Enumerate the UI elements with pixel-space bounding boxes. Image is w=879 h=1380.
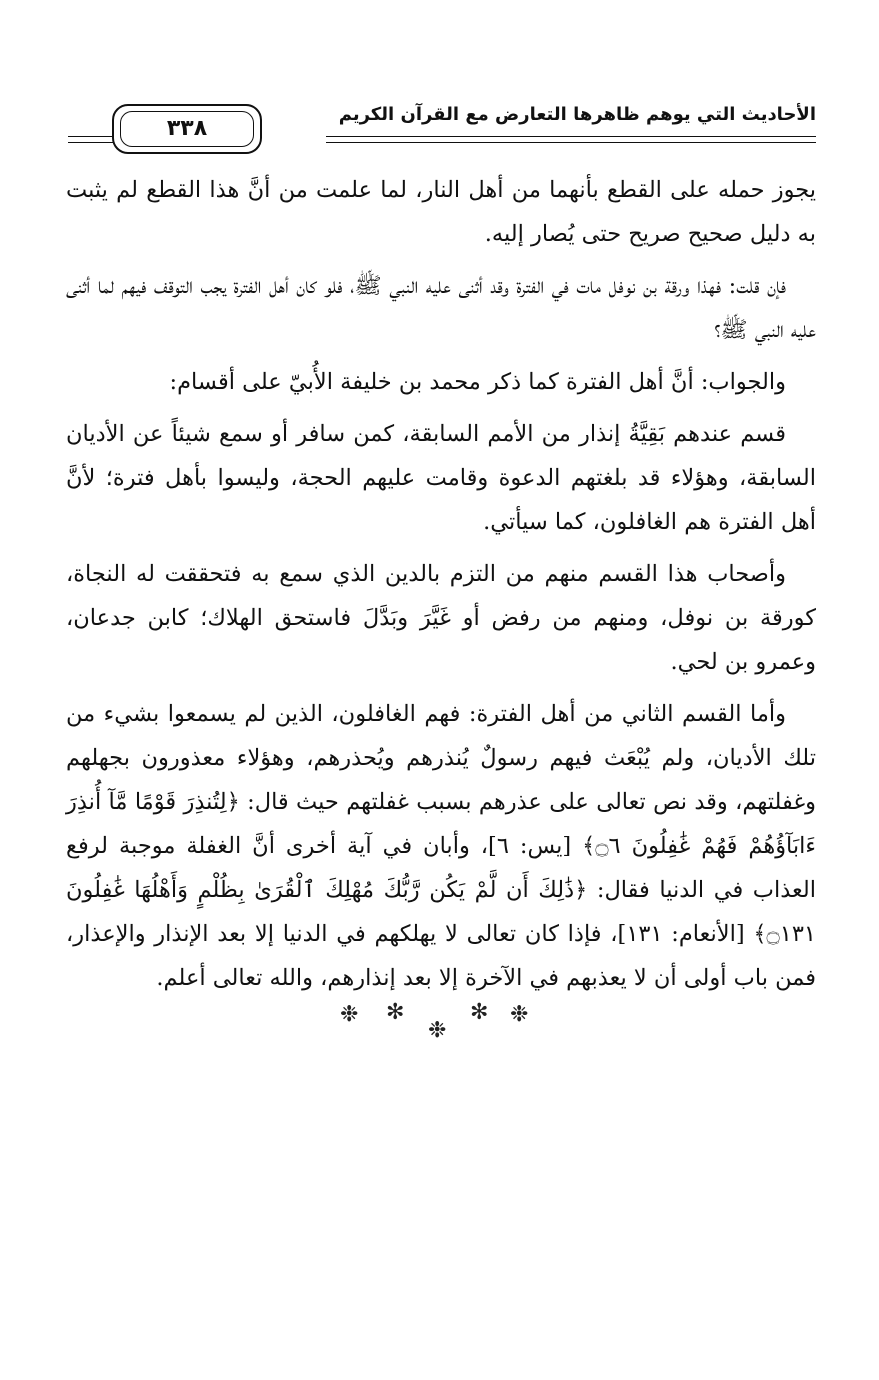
header-rule (326, 136, 816, 137)
paragraph: فإن قلت: فهذا ورقة بن نوفل مات في الفترة وقد أثنى عليه النبي ﷺ، فلو كان أهل الفترة يجب التوقف فيهم لما أثنى عليه النبي ﷺ؟ (66, 273, 816, 343)
paragraph: يجوز حمله على القطع بأنهما من أهل النار، لما علمت من أنَّ هذا القطع لم يثبت به دليل صحيح صريح حتى يُصار إليه. (66, 177, 816, 247)
asterism-icon: ✻ (386, 1000, 405, 1025)
paragraph: وأصحاب هذا القسم منهم من التزم بالدين الذي سمع به فتحققت له النجاة، كورقة بن نوفل، ومنهم من رفض أو غَيَّرَ وبَدَّلَ فاستحق الهلاك؛ كابن جدعان، وعمرو بن لحي. (66, 561, 816, 675)
asterism-icon: ❉ (510, 1002, 529, 1027)
paragraph: قسم عندهم بَقِيَّةُ إنذار من الأمم السابقة، كمن سافر أو سمع شيئاً عن الأديان السابقة، وهؤلاء قد بلغتهم الدعوة وقامت عليهم الحجة، وليسوا بأهل فترة؛ لأنَّ أهل الفترة هم الغافلون، كما سيأتي. (66, 421, 816, 535)
running-title: الأحاديث التي يوهم ظاهرها التعارض مع القرآن الكريم (338, 104, 816, 125)
paragraph: والجواب: أنَّ أهل الفترة كما ذكر محمد بن خليفة الأُبيّ على أقسام: (169, 369, 786, 395)
page-number-frame (112, 104, 262, 160)
section-end-ornament (330, 996, 550, 1046)
asterism-icon: ❉ (428, 1018, 447, 1043)
header-rule (68, 136, 114, 137)
paragraph: وأما القسم الثاني من أهل الفترة: فهم الغافلون، الذين لم يسمعوا بشيء من تلك الأديان، ولم يُبْعَث فيهم رسولٌ يُنذرهم ويُحذرهم، وهؤلاء معذورون بجهلهم وغفلتهم، وقد نص تعالى على عذرهم بسبب غفلتهم حيث قال: ﴿لِتُنذِرَ قَوْمًا مَّآ أُنذِرَ ءَابَآؤُهُمْ فَهُمْ غَٰفِلُونَ ۝٦﴾ [يس: ٦]، وأبان في آية أخرى أنَّ الغفلة موجبة لرفع العذاب في الدنيا فقال: ﴿ذَٰلِكَ أَن لَّمْ يَكُن رَّبُّكَ مُهْلِكَ ٱلْقُرَىٰ بِظُلْمٍ وَأَهْلُهَا غَٰفِلُونَ ۝١٣١﴾ [الأنعام: ١٣١]، فإذا كان تعالى لا يهلكهم في الدنيا إلا بعد الإنذار والإعذار، فمن باب أولى أن لا يعذبهم في الآخرة إلا بعد إنذارهم، والله تعالى أعلم. (66, 701, 817, 991)
header-rule (326, 142, 816, 143)
header-rule (68, 142, 114, 143)
page-header (68, 100, 816, 150)
asterism-icon: ❉ (340, 1002, 359, 1027)
page-body (66, 168, 816, 1008)
asterism-icon: ✻ (470, 1000, 489, 1025)
page-number: ٣٣٨ (120, 111, 254, 147)
